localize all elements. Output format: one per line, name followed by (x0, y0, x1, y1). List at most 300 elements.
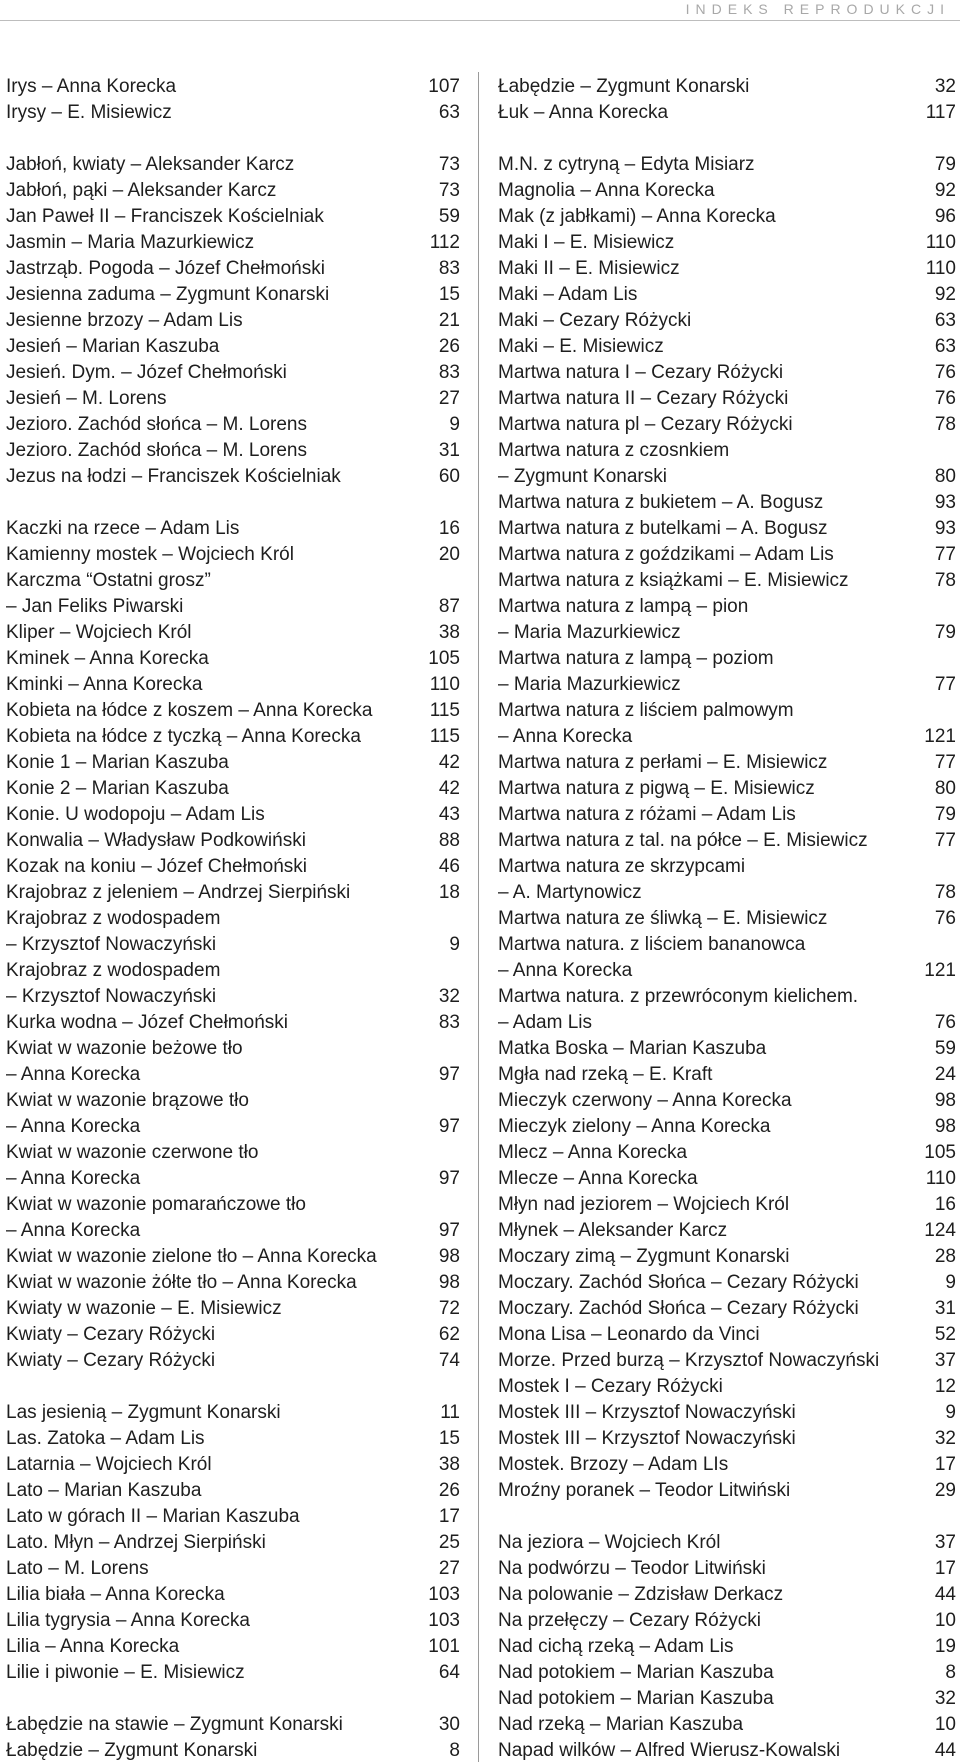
entry-title: Nad cichą rzeką – Adam Lis (498, 1636, 734, 1657)
entry-page-number: 32 (438, 986, 460, 1007)
index-entry (498, 542, 956, 568)
entry-page-number: 83 (438, 258, 460, 279)
index-entry (498, 984, 956, 1010)
entry-page-number: 73 (438, 180, 460, 201)
index-entry (498, 1660, 956, 1686)
entry-title: Kwiaty – Cezary Różycki (6, 1324, 216, 1345)
entry-page-number: 98 (438, 1246, 460, 1267)
section-gap (6, 490, 460, 516)
index-entry (498, 74, 956, 100)
entry-page-number: 110 (925, 232, 956, 253)
index-entry (6, 932, 460, 958)
entry-page-number: 9 (945, 1272, 956, 1293)
entry-title: Las. Zatoka – Adam Lis (6, 1428, 205, 1449)
entry-page-number: 31 (438, 440, 460, 461)
index-entry (6, 1244, 460, 1270)
entry-title: Mieczyk zielony – Anna Korecka (498, 1116, 771, 1137)
entry-title: Kaczki na rzece – Adam Lis (6, 518, 240, 539)
index-entry (6, 1660, 460, 1686)
entry-title: – Anna Korecka (6, 1064, 141, 1085)
entry-page-number: 98 (934, 1116, 956, 1137)
entry-page-number: 112 (429, 232, 460, 253)
index-entry (498, 360, 956, 386)
entry-title: Konwalia – Władysław Podkowiński (6, 830, 306, 851)
entry-page-number: 29 (934, 1480, 956, 1501)
entry-page-number: 97 (438, 1168, 460, 1189)
index-entry (6, 1218, 460, 1244)
entry-page-number: 19 (934, 1636, 956, 1657)
index-entry (6, 1608, 460, 1634)
entry-title: Mostek III – Krzysztof Nowaczyński (498, 1428, 796, 1449)
entry-page-number: 63 (438, 102, 460, 123)
entry-page-number: 25 (438, 1532, 460, 1553)
index-entry (498, 1036, 956, 1062)
entry-title: Maki – Adam Lis (498, 284, 638, 305)
entry-title: Kwiat w wazonie pomarańczowe tło (6, 1194, 306, 1215)
index-entry (6, 464, 460, 490)
entry-title: Kurka wodna – Józef Chełmoński (6, 1012, 288, 1033)
entry-title: Jesienne brzozy – Adam Lis (6, 310, 243, 331)
entry-title: Lato. Młyn – Andrzej Sierpiński (6, 1532, 266, 1553)
index-entry (6, 880, 460, 906)
entry-title: Lato – Marian Kaszuba (6, 1480, 202, 1501)
entry-title: Martwa natura. z przewróconym kielichem. (498, 986, 859, 1007)
index-entry (498, 1114, 956, 1140)
index-entry (498, 1608, 956, 1634)
section-gap (498, 1504, 956, 1530)
index-entry (6, 1348, 460, 1374)
index-entry (498, 1270, 956, 1296)
entry-title: – Krzysztof Nowaczyński (6, 934, 217, 955)
index-entry (6, 256, 460, 282)
entry-title: Kliper – Wojciech Król (6, 622, 192, 643)
index-entry (498, 828, 956, 854)
entry-title: Kozak na koniu – Józef Chełmoński (6, 856, 307, 877)
index-entry (6, 1478, 460, 1504)
entry-page-number: 77 (934, 674, 956, 695)
entry-page-number: 87 (438, 596, 460, 617)
entry-page-number: 9 (945, 1402, 956, 1423)
entry-page-number: 93 (934, 518, 956, 539)
index-entry (6, 282, 460, 308)
index-entry (498, 1582, 956, 1608)
index-entry (6, 1582, 460, 1608)
entry-page-number: 44 (934, 1740, 956, 1761)
entry-page-number: 77 (934, 830, 956, 851)
entry-title: – Jan Feliks Piwarski (6, 596, 184, 617)
entry-page-number: 78 (934, 882, 956, 903)
entry-page-number: 76 (934, 1012, 956, 1033)
index-entry (6, 724, 460, 750)
entry-page-number: 115 (429, 700, 460, 721)
entry-page-number: 12 (934, 1376, 956, 1397)
index-entry (6, 1738, 460, 1764)
entry-page-number: 37 (934, 1350, 956, 1371)
index-entry (498, 958, 956, 984)
index-entry (6, 1452, 460, 1478)
entry-page-number: 42 (438, 778, 460, 799)
entry-title: Irys – Anna Korecka (6, 76, 177, 97)
entry-title: Irysy – E. Misiewicz (6, 102, 172, 123)
entry-title: Jesień – Marian Kaszuba (6, 336, 220, 357)
index-entry (498, 386, 956, 412)
entry-title: Konie. U wodopoju – Adam Lis (6, 804, 265, 825)
entry-page-number: 59 (934, 1038, 956, 1059)
entry-title: Las jesienią – Zygmunt Konarski (6, 1402, 281, 1423)
index-entry (498, 204, 956, 230)
entry-title: Jesień. Dym. – Józef Chełmoński (6, 362, 287, 383)
entry-page-number: 8 (449, 1740, 460, 1761)
entry-title: Kobieta na łódce z tyczką – Anna Korecka (6, 726, 361, 747)
index-entry (6, 308, 460, 334)
entry-title: Magnolia – Anna Korecka (498, 180, 715, 201)
entry-title: Kwiat w wazonie beżowe tło (6, 1038, 243, 1059)
index-entry (6, 204, 460, 230)
entry-page-number: 9 (449, 934, 460, 955)
entry-page-number: 15 (438, 284, 460, 305)
entry-page-number: 83 (438, 362, 460, 383)
index-entry (6, 594, 460, 620)
index-column-left (6, 74, 460, 1764)
entry-title: Maki II – E. Misiewicz (498, 258, 680, 279)
index-entry (6, 1400, 460, 1426)
index-entry (6, 620, 460, 646)
entry-title: Mieczyk czerwony – Anna Korecka (498, 1090, 792, 1111)
index-entry (498, 776, 956, 802)
index-entry (498, 802, 956, 828)
entry-title: Moczary. Zachód Słońca – Cezary Różycki (498, 1298, 859, 1319)
entry-page-number: 63 (934, 336, 956, 357)
entry-title: Mroźny poranek – Teodor Litwiński (498, 1480, 791, 1501)
index-entry (6, 542, 460, 568)
entry-title: Martwa natura z pigwą – E. Misiewicz (498, 778, 815, 799)
entry-page-number: 52 (934, 1324, 956, 1345)
entry-page-number: 73 (438, 154, 460, 175)
index-entry (6, 1062, 460, 1088)
entry-title: Krajobraz z wodospadem (6, 908, 221, 929)
entry-title: Kwiat w wazonie czerwone tło (6, 1142, 259, 1163)
index-entry (498, 1010, 956, 1036)
index-entry (498, 516, 956, 542)
entry-title: Kminek – Anna Korecka (6, 648, 209, 669)
entry-page-number: 98 (438, 1272, 460, 1293)
index-entry (6, 438, 460, 464)
entry-page-number: 80 (934, 778, 956, 799)
index-entry (498, 1062, 956, 1088)
index-entry (498, 334, 956, 360)
entry-page-number: 31 (934, 1298, 956, 1319)
entry-page-number: 11 (440, 1402, 460, 1423)
section-gap (6, 1374, 460, 1400)
entry-title: Martwa natura pl – Cezary Różycki (498, 414, 793, 435)
entry-title: Morze. Przed burzą – Krzysztof Nowaczyński (498, 1350, 880, 1371)
entry-page-number: 26 (438, 1480, 460, 1501)
entry-page-number: 97 (438, 1064, 460, 1085)
entry-title: Martwa natura z czosnkiem (498, 440, 730, 461)
entry-title: – Zygmunt Konarski (498, 466, 667, 487)
index-entry (6, 1556, 460, 1582)
entry-page-number: 96 (934, 206, 956, 227)
entry-page-number: 110 (925, 1168, 956, 1189)
entry-title: Moczary zimą – Zygmunt Konarski (498, 1246, 790, 1267)
index-entry (498, 178, 956, 204)
entry-title: Mostek I – Cezary Różycki (498, 1376, 723, 1397)
entry-title: Jezioro. Zachód słońca – M. Lorens (6, 440, 307, 461)
index-entry (6, 568, 460, 594)
entry-title: Kwiat w wazonie zielone tło – Anna Korecka (6, 1246, 377, 1267)
entry-title: Martwa natura. z liściem bananowca (498, 934, 806, 955)
entry-title: – Krzysztof Nowaczyński (6, 986, 217, 1007)
index-entry (498, 906, 956, 932)
entry-title: Konie 1 – Marian Kaszuba (6, 752, 229, 773)
entry-title: Konie 2 – Marian Kaszuba (6, 778, 229, 799)
section-gap (6, 126, 460, 152)
entry-title: Kwiat w wazonie żółte tło – Anna Korecka (6, 1272, 357, 1293)
entry-page-number: 76 (934, 908, 956, 929)
entry-title: Latarnia – Wojciech Król (6, 1454, 212, 1475)
entry-page-number: 60 (438, 466, 460, 487)
entry-page-number: 15 (438, 1428, 460, 1449)
index-entry (498, 1400, 956, 1426)
entry-page-number: 92 (934, 180, 956, 201)
entry-page-number: 27 (438, 1558, 460, 1579)
entry-page-number: 16 (934, 1194, 956, 1215)
index-entry (6, 958, 460, 984)
entry-page-number: 30 (438, 1714, 460, 1735)
entry-title: Na jeziora – Wojciech Król (498, 1532, 721, 1553)
index-entry (6, 1114, 460, 1140)
index-entry (498, 1374, 956, 1400)
entry-page-number: 105 (428, 648, 460, 669)
entry-page-number: 121 (924, 960, 956, 981)
entry-title: Lilia biała – Anna Korecka (6, 1584, 225, 1605)
index-entry (498, 698, 956, 724)
entry-title: Kamienny mostek – Wojciech Król (6, 544, 294, 565)
index-entry (6, 984, 460, 1010)
entry-title: Jabłoń, pąki – Aleksander Karcz (6, 180, 277, 201)
entry-page-number: 32 (934, 1428, 956, 1449)
entry-page-number: 10 (934, 1610, 956, 1631)
index-entry (498, 1530, 956, 1556)
entry-page-number: 103 (428, 1610, 460, 1631)
entry-title: Jastrząb. Pogoda – Józef Chełmoński (6, 258, 325, 279)
entry-page-number: 77 (934, 752, 956, 773)
index-entry (498, 620, 956, 646)
section-gap (6, 1686, 460, 1712)
entry-page-number: 93 (934, 492, 956, 513)
entry-page-number: 107 (428, 76, 460, 97)
index-entry (498, 724, 956, 750)
index-entry (498, 646, 956, 672)
entry-title: Jesienna zaduma – Zygmunt Konarski (6, 284, 330, 305)
index-entry (498, 308, 956, 334)
entry-title: Łabędzie – Zygmunt Konarski (6, 1740, 258, 1761)
entry-title: Lato w górach II – Marian Kaszuba (6, 1506, 300, 1527)
entry-page-number: 74 (438, 1350, 460, 1371)
entry-page-number: 98 (934, 1090, 956, 1111)
index-entry (498, 1218, 956, 1244)
entry-title: Młynek – Aleksander Karcz (498, 1220, 728, 1241)
entry-title: Łuk – Anna Korecka (498, 102, 669, 123)
entry-page-number: 97 (438, 1220, 460, 1241)
entry-page-number: 37 (934, 1532, 956, 1553)
entry-title: Na polowanie – Zdzisław Derkacz (498, 1584, 784, 1605)
entry-page-number: 21 (438, 310, 460, 331)
index-entry (498, 1348, 956, 1374)
entry-page-number: 115 (429, 726, 460, 747)
index-entry (498, 1140, 956, 1166)
entry-title: Maki – E. Misiewicz (498, 336, 664, 357)
index-entry (6, 1166, 460, 1192)
index-entry (498, 1426, 956, 1452)
entry-page-number: 10 (934, 1714, 956, 1735)
index-entry (6, 412, 460, 438)
entry-title: Na podwórzu – Teodor Litwiński (498, 1558, 766, 1579)
entry-page-number: 117 (925, 102, 956, 123)
entry-page-number: 8 (945, 1662, 956, 1683)
entry-title: Martwa natura z lampą – poziom (498, 648, 774, 669)
index-entry (498, 1192, 956, 1218)
entry-title: Maki – Cezary Różycki (498, 310, 692, 331)
entry-title: Mgła nad rzeką – E. Kraft (498, 1064, 713, 1085)
index-entry (498, 932, 956, 958)
index-entry (498, 1322, 956, 1348)
index-entry (6, 854, 460, 880)
header-rule (0, 20, 960, 21)
entry-title: Karczma “Ostatni grosz” (6, 570, 211, 591)
entry-title: – Maria Mazurkiewicz (498, 674, 681, 695)
entry-title: Martwa natura II – Cezary Różycki (498, 388, 789, 409)
entry-title: Łabędzie – Zygmunt Konarski (498, 76, 750, 97)
entry-page-number: 62 (438, 1324, 460, 1345)
entry-title: Kwiaty – Cezary Różycki (6, 1350, 216, 1371)
entry-page-number: 79 (934, 804, 956, 825)
entry-title: Martwa natura z liściem palmowym (498, 700, 794, 721)
entry-page-number: 110 (429, 674, 460, 695)
index-entry (498, 1452, 956, 1478)
entry-page-number: 43 (438, 804, 460, 825)
entry-title: Jabłoń, kwiaty – Aleksander Karcz (6, 154, 295, 175)
entry-title: Martwa natura z goździkami – Adam Lis (498, 544, 834, 565)
entry-page-number: 88 (438, 830, 460, 851)
entry-page-number: 83 (438, 1012, 460, 1033)
entry-title: Martwa natura z różami – Adam Lis (498, 804, 796, 825)
index-entry (6, 1192, 460, 1218)
entry-page-number: 18 (438, 882, 460, 903)
entry-page-number: 46 (438, 856, 460, 877)
entry-page-number: 32 (934, 1688, 956, 1709)
index-entry (498, 464, 956, 490)
entry-page-number: 27 (438, 388, 460, 409)
entry-page-number: 63 (934, 310, 956, 331)
entry-page-number: 64 (438, 1662, 460, 1683)
entry-title: Martwa natura ze skrzypcami (498, 856, 746, 877)
index-entry (6, 1010, 460, 1036)
index-entry (6, 1504, 460, 1530)
index-header: INDEKS REPRODUKCJI (685, 1, 950, 17)
index-entry (498, 1166, 956, 1192)
index-entry (6, 1140, 460, 1166)
index-entry (498, 1478, 956, 1504)
entry-page-number: 26 (438, 336, 460, 357)
index-entry (6, 152, 460, 178)
entry-title: Mlecze – Anna Korecka (498, 1168, 698, 1189)
entry-title: Mostek. Brzozy – Adam LIs (498, 1454, 729, 1475)
entry-page-number: 38 (438, 1454, 460, 1475)
entry-title: Młyn nad jeziorem – Wojciech Król (498, 1194, 790, 1215)
index-entry (498, 880, 956, 906)
index-entry (6, 1088, 460, 1114)
index-entry (498, 672, 956, 698)
entry-title: Martwa natura z butelkami – A. Bogusz (498, 518, 828, 539)
index-entry (6, 1712, 460, 1738)
index-entry (6, 1634, 460, 1660)
entry-title: Mostek III – Krzysztof Nowaczyński (498, 1402, 796, 1423)
entry-title: Jan Paweł II – Franciszek Kościelniak (6, 206, 324, 227)
entry-page-number: 80 (934, 466, 956, 487)
index-entry (6, 230, 460, 256)
index-entry (498, 490, 956, 516)
entry-title: Łabędzie na stawie – Zygmunt Konarski (6, 1714, 343, 1735)
entry-title: – Adam Lis (498, 1012, 592, 1033)
index-entry (498, 854, 956, 880)
entry-page-number: 24 (934, 1064, 956, 1085)
index-entry (498, 1296, 956, 1322)
entry-title: Mona Lisa – Leonardo da Vinci (498, 1324, 760, 1345)
entry-title: Martwa natura z lampą – pion (498, 596, 749, 617)
entry-title: Nad potokiem – Marian Kaszuba (498, 1662, 774, 1683)
index-entry (6, 750, 460, 776)
entry-title: Lilia tygrysia – Anna Korecka (6, 1610, 250, 1631)
entry-title: Mlecz – Anna Korecka (498, 1142, 688, 1163)
index-entry (498, 1088, 956, 1114)
index-entry (498, 1556, 956, 1582)
entry-title: Jesień – M. Lorens (6, 388, 167, 409)
entry-title: – Anna Korecka (6, 1168, 141, 1189)
index-entry (6, 828, 460, 854)
entry-page-number: 105 (924, 1142, 956, 1163)
entry-page-number: 38 (438, 622, 460, 643)
index-entry (6, 334, 460, 360)
entry-page-number: 78 (934, 570, 956, 591)
entry-title: Martwa natura ze śliwką – E. Misiewicz (498, 908, 828, 929)
entry-page-number: 79 (934, 154, 956, 175)
index-entry (498, 230, 956, 256)
entry-title: Kwiaty w wazonie – E. Misiewicz (6, 1298, 282, 1319)
entry-page-number: 32 (934, 76, 956, 97)
entry-title: Krajobraz z wodospadem (6, 960, 221, 981)
index-entry (498, 1712, 956, 1738)
index-entry (6, 1036, 460, 1062)
entry-page-number: 124 (924, 1220, 956, 1241)
index-entry (6, 74, 460, 100)
entry-title: Krajobraz z jeleniem – Andrzej Sierpiński (6, 882, 351, 903)
entry-title: Martwa natura z bukietem – A. Bogusz (498, 492, 824, 513)
entry-title: Mak (z jabłkami) – Anna Korecka (498, 206, 776, 227)
entry-title: Kobieta na łódce z koszem – Anna Korecka (6, 700, 373, 721)
index-entry (498, 1738, 956, 1764)
entry-title: Nad rzeką – Marian Kaszuba (498, 1714, 744, 1735)
index-entry (498, 256, 956, 282)
entry-title: Lato – M. Lorens (6, 1558, 149, 1579)
entry-page-number: 101 (428, 1636, 460, 1657)
entry-title: – Anna Korecka (498, 726, 633, 747)
index-entry (498, 1686, 956, 1712)
entry-title: Maki I – E. Misiewicz (498, 232, 675, 253)
index-entry (6, 1426, 460, 1452)
index-entry (498, 152, 956, 178)
entry-title: Martwa natura z tal. na półce – E. Misiewicz (498, 830, 868, 851)
